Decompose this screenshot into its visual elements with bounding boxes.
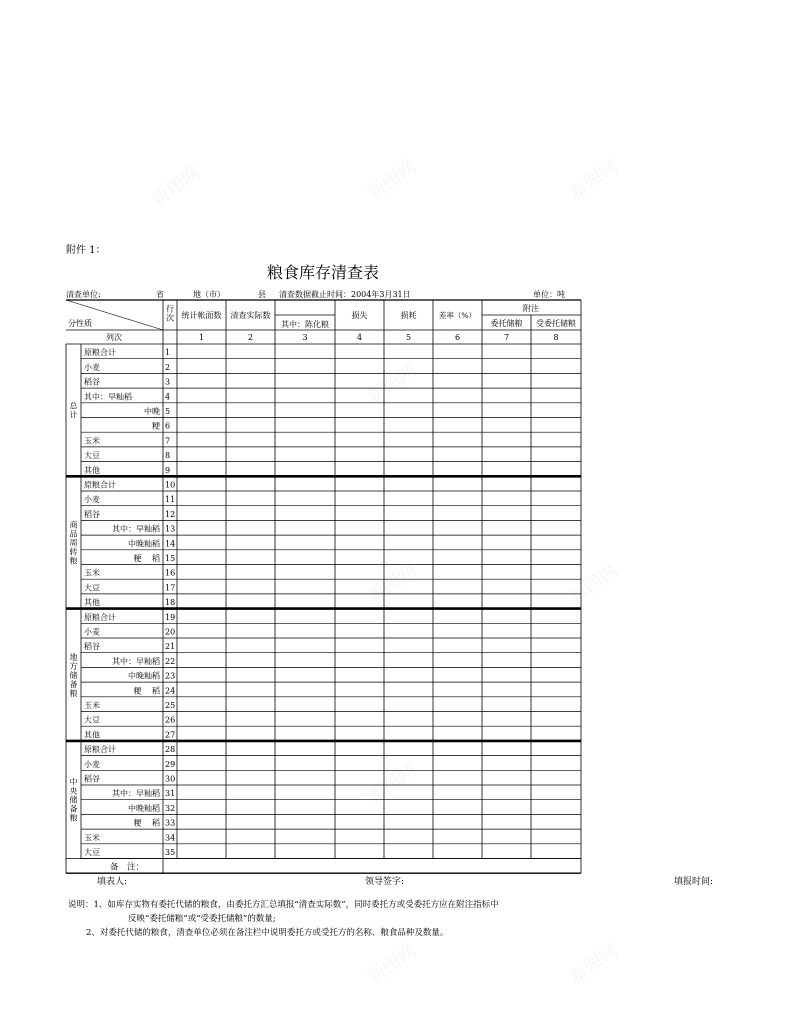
grain-type-label: 小麦 — [84, 495, 100, 505]
vertical-label-char: 计 — [69, 410, 78, 420]
grain-type-label: 其他 — [84, 730, 100, 740]
grain-type-label: 其他 — [84, 465, 100, 475]
grain-type-label: 小麦 — [84, 362, 100, 372]
vertical-label-char: 周 — [69, 538, 78, 548]
grain-type-label: 中晚籼稻 — [128, 803, 160, 813]
grain-type-label: 中晚籼稻 — [128, 539, 160, 549]
row-number: 33 — [165, 818, 176, 828]
row-number: 26 — [165, 715, 176, 725]
appendix-header: 附注 — [523, 304, 539, 313]
column-index: 1 — [198, 333, 205, 342]
page-title: 粮食库存清查表 — [266, 263, 379, 282]
watermark: 新图网 — [565, 560, 622, 609]
section-label — [70, 519, 78, 565]
grain-type-label: 其中：早籼稻 — [112, 524, 160, 534]
row-number: 12 — [165, 509, 176, 519]
note-line-2: 反映“委托储粮”或“受委托储粮”的数量; — [128, 914, 276, 924]
row-number: 8 — [165, 451, 171, 461]
row-number: 25 — [165, 701, 176, 710]
county-label: 县 — [258, 290, 266, 299]
row-number: 15 — [165, 554, 176, 563]
section-label — [70, 401, 79, 420]
grain-type-label: 原粮合计 — [84, 480, 116, 490]
row-number: 6 — [165, 421, 171, 431]
row-number: 34 — [165, 833, 176, 843]
watermark: 新图网 — [363, 760, 421, 809]
column-index: 2 — [247, 333, 254, 342]
row-number: 17 — [165, 583, 176, 593]
grain-type-label: 粳 稻 — [133, 818, 160, 828]
note-line-1: 说明：1、如库存实物有委托代储的粮食，由委托方汇总填报“清查实际数”，同时委托方或受委托方应在附注指标中 — [68, 900, 499, 910]
grain-type-label: 大豆 — [84, 451, 100, 461]
measure-unit-label: 单位：吨 — [533, 290, 565, 299]
fill-time-label: 填报时间: — [674, 877, 714, 887]
province-label: 省 — [156, 290, 164, 299]
column-index: 6 — [454, 333, 461, 342]
remark-label: 备 注： — [110, 862, 145, 873]
grain-type-label: 原粮合计 — [84, 348, 116, 358]
diff-rate-header: 差率（%） — [438, 311, 477, 320]
row-number: 28 — [165, 745, 176, 755]
watermark: 新图网 — [363, 156, 421, 205]
watermark: 新图网 — [147, 162, 205, 211]
grain-type-label: 粳 稻 — [133, 686, 160, 696]
vertical-label-char: 商 — [69, 520, 78, 530]
vertical-label-char: 粮 — [69, 556, 78, 566]
row-number: 30 — [165, 774, 176, 784]
vertical-label-char: 粮 — [69, 813, 78, 823]
grain-type-label: 玉米 — [84, 436, 100, 446]
row-number: 13 — [165, 524, 176, 534]
row-number: 7 — [165, 436, 171, 446]
vertical-label-char: 方 — [69, 661, 78, 671]
grain-type-label: 大豆 — [84, 715, 100, 725]
row-number: 10 — [165, 480, 176, 490]
grain-type-label: 中晚 — [144, 407, 160, 416]
row-number: 11 — [165, 495, 176, 505]
grain-type-label: 大豆 — [84, 583, 100, 593]
vertical-label-char: 总 — [69, 401, 78, 411]
note-line-3: 2、对委托代储的粮食，清查单位必须在备注栏中说明委托方或受托方的名称、粮食品种及数量。 — [86, 928, 449, 938]
watermark: 新图网 — [565, 156, 622, 205]
row-number: 20 — [165, 627, 176, 637]
grain-type-label: 稻谷 — [84, 642, 100, 652]
row-number: 23 — [165, 671, 176, 681]
grain-type-label: 其中：早籼稻 — [112, 656, 160, 666]
actual-amount-header: 清查实际数 — [230, 311, 271, 320]
loss-header: 损失 — [351, 311, 368, 320]
row-no-header — [166, 304, 174, 323]
watermark: 新图网 — [363, 940, 421, 989]
grain-type-label: 其他 — [84, 598, 100, 608]
vertical-label-char: 储 — [69, 795, 78, 805]
vertical-label-char: 地 — [69, 652, 78, 662]
vertical-label-char: 转 — [69, 547, 78, 557]
row-number: 27 — [165, 730, 176, 740]
row-number: 4 — [165, 392, 171, 402]
row-number: 22 — [165, 656, 176, 666]
grain-type-label: 玉米 — [84, 701, 100, 710]
row-number: 18 — [165, 598, 176, 608]
vertical-label-char: 中 — [69, 777, 78, 787]
row-number: 16 — [165, 568, 176, 578]
attachment-label: 附件 1： — [66, 245, 106, 256]
category-header: 分性质 — [68, 319, 92, 328]
grain-type-label: 中晚籼稻 — [128, 671, 160, 681]
row-number: 31 — [165, 789, 176, 799]
column-index: 4 — [356, 333, 363, 342]
row-number: 1 — [165, 348, 171, 358]
section-label — [70, 777, 78, 823]
grain-type-label: 玉米 — [84, 568, 100, 578]
vertical-label-char: 备 — [69, 679, 78, 689]
row-number: 24 — [165, 686, 176, 696]
deadline-label: 清查数据截止时间：2004年3月31日 — [279, 290, 411, 299]
section-label — [70, 652, 78, 698]
row-number: 29 — [165, 759, 176, 769]
inspection-unit-label: 清查单位: — [66, 290, 101, 299]
vertical-label-char: 品 — [69, 529, 78, 539]
column-index-label: 列次 — [106, 333, 122, 342]
column-index: 7 — [503, 333, 510, 342]
vertical-label-char: 次 — [166, 313, 174, 323]
grain-type-label: 小麦 — [84, 627, 100, 637]
vertical-label-char: 储 — [69, 670, 78, 680]
row-number: 2 — [165, 362, 171, 372]
filler-label: 填表人: — [97, 877, 128, 887]
grain-type-label: 原粮合计 — [84, 612, 116, 622]
row-number: 32 — [165, 803, 176, 813]
grain-type-label: 其中：早籼稻 — [84, 392, 132, 402]
row-number: 9 — [165, 465, 171, 475]
grain-type-label: 稻谷 — [84, 509, 100, 519]
vertical-label-char: 粮 — [69, 688, 78, 698]
grain-type-label: 粳 — [152, 421, 160, 431]
stale-grain-header: 其中：陈化粮 — [281, 320, 329, 329]
grain-type-label: 小麦 — [84, 759, 100, 769]
row-number: 5 — [165, 407, 171, 416]
column-index: 3 — [302, 333, 308, 342]
book-amount-header: 统计帐面数 — [181, 311, 222, 320]
received-storage-header: 受委托储粮 — [536, 319, 576, 328]
vertical-label-char: 行 — [166, 304, 174, 314]
column-index: 5 — [405, 333, 412, 342]
wastage-header: 损耗 — [400, 311, 417, 320]
grain-type-label: 其中：早籼稻 — [112, 789, 160, 799]
column-index: 8 — [553, 333, 559, 342]
grain-type-label: 稻谷 — [84, 377, 100, 387]
entrusted-storage-header: 委托储粮 — [490, 319, 523, 328]
grain-type-label: 粳 稻 — [133, 554, 160, 563]
vertical-label-char: 央 — [69, 786, 78, 796]
vertical-label-char: 备 — [69, 804, 78, 814]
row-number: 35 — [165, 848, 176, 857]
watermark: 新图网 — [363, 360, 421, 409]
row-number: 21 — [165, 642, 176, 652]
grain-type-label: 稻谷 — [84, 774, 100, 784]
grain-type-label: 大豆 — [84, 848, 100, 857]
grain-type-label: 原粮合计 — [84, 745, 116, 755]
row-number: 3 — [165, 377, 171, 387]
grain-type-label: 玉米 — [84, 833, 100, 843]
watermark: 新图网 — [363, 560, 421, 609]
watermark: 新图网 — [565, 940, 622, 989]
city-label: 地（市） — [193, 290, 225, 299]
row-number: 19 — [165, 612, 176, 622]
row-number: 14 — [165, 539, 176, 549]
leader-signature-label: 领导签字: — [365, 877, 405, 887]
